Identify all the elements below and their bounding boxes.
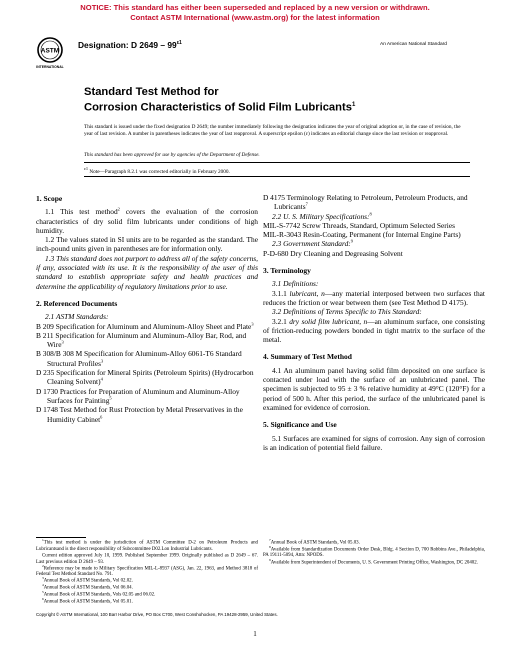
military-spec-list bbox=[263, 221, 485, 240]
footnote: $^2$Reference may be made to Military Specification MIL-L-8937 (ASG), Jan. 22, 1963, and Method 3818 of Federal Test Method Standard No. 791. bbox=[36, 563, 258, 578]
designation-sup: ε1 bbox=[176, 40, 182, 47]
footnote: $^8$Available from Standardization Documents Order Desk, Bldg. 4 Section D, 700 Robbins Ave., Philadelphia, PA 19111-5094, Attn: NPODS. bbox=[263, 544, 485, 559]
reference-item: B 308/B 308 M Specification for Aluminum-Alloy 6061-T6 Standard Structural Profiles$^3$ bbox=[36, 349, 242, 368]
editorial-note bbox=[84, 165, 470, 176]
reference-item: B 211 Specification for Aluminum and Aluminum-Alloy Bar, Rod, and Wire$^3$ bbox=[36, 330, 247, 350]
reference-item: B 209 Specification for Aluminum and Aluminum-Alloy Sheet and Plate$^3$ bbox=[36, 321, 254, 331]
logo-subtext: INTERNATIONAL bbox=[36, 65, 64, 69]
footnote: $^5$Annual Book of ASTM Standards, Vols 02.05 and 06.02. bbox=[42, 589, 156, 598]
section-scope-heading: 1. Scope bbox=[36, 194, 63, 203]
footnote: $^7$Annual Book of ASTM Standards, Vol 05.03. bbox=[269, 538, 360, 546]
designation-text: Designation: D 2649 – 99 bbox=[78, 40, 177, 50]
footnote: $^6$Annual Book of ASTM Standards, Vol 05.01. bbox=[42, 596, 133, 605]
reference-item: D 4175 Terminology Relating to Petroleum, Petroleum Products, and Lubricants$^7$ bbox=[263, 193, 468, 212]
reference-item: D 1748 Test Method for Rust Protection by Metal Preservatives in the Humidity Cabinet$^6$ bbox=[36, 405, 243, 424]
military-spec-item: MIL-R-3043 Resin-Coating, Permanent (for Internal Engine Parts) bbox=[263, 230, 461, 240]
paragraph-4-1: 4.1 An aluminum panel having solid film deposited on one surface is contacted under load with the surface of an unlubricated panel. The specimen is subjected to 95 ± 3 % relative humidity at 49°C (120°F) for a period of 500 h. After this period, the surface of the unlubricated panel is examined for evidence of corrosion. bbox=[263, 365, 485, 412]
astm-reference-list-continued bbox=[263, 193, 485, 212]
american-national-standard-label: An American National Standard bbox=[380, 42, 447, 47]
footnote: $^1$This test method is under the jurisdiction of ASTM Committee D-2 on Petroleum Products and Lubricantsand is the direct responsibility of Subcommittee D02.Lon Industrial Lubricants. bbox=[36, 538, 258, 552]
paragraph-1-1: 1.1 This test method$^2$ covers the evaluation of the corrosion characteristics of dry solid film lubricants under conditions of high humidity. bbox=[36, 206, 258, 235]
footnote: $^9$Available from Superintendent of Documents, U. S. Government Printing Office, Washington, DC 20402. bbox=[269, 557, 478, 566]
military-spec-item: MIL-S-7742 Screw Threads, Standard, Optimum Selected Series bbox=[263, 220, 455, 230]
title-line-2: Corrosion Characteristics of Solid Film Lubricants bbox=[84, 101, 352, 114]
copyright-line: Copyright © ASTM International, 100 Barr Harbor Drive, PO Box C700, West Conshohocken, PA 19428-2959, United States. bbox=[36, 612, 278, 617]
issuance-paragraph: This standard is issued under the fixed designation D 2649; the number immediately following the designation indicates the year of original adoption or, in the case of revision, the year of last revision. A number in parentheses indicates the year of last reapproval. A superscript epsilon (ε) indicates an editorial change since the last revision or reapproval. bbox=[84, 124, 461, 138]
astm-reference-list bbox=[36, 322, 258, 424]
paragraph-2-2: 2.2 U. S. Military Specifications:$^8$ bbox=[272, 211, 372, 221]
footnote: $^3$Annual Book of ASTM Standards, Vol 02.02. bbox=[42, 576, 133, 585]
title-sup: 1 bbox=[351, 102, 356, 108]
notice-line-2: Contact ASTM International (www.astm.org) for the latest information bbox=[130, 13, 380, 22]
footnotes-right bbox=[263, 540, 485, 566]
section-terminology-heading: 3. Terminology bbox=[263, 266, 311, 276]
paragraph-1-3: 1.3 This standard does not purport to address all of the safety concerns, if any, associated with its use. It is the responsibility of the user of this standard to establish appropriate safety and health practices and determine the applicability of regulatory limitations prior to use. bbox=[36, 253, 258, 291]
paragraph-3-1: 3.1 Definitions: bbox=[272, 279, 319, 289]
paragraph-3-2-1: 3.2.1 dry solid film lubricant, n—an aluminum surface, one consisting of friction-reducing powders bonded in tight matrix to the surface of the metal. bbox=[263, 316, 485, 345]
section-significance-heading: 5. Significance and Use bbox=[263, 420, 337, 430]
paragraph-3-2: 3.2 Definitions of Terms Specific to This Standard: bbox=[272, 307, 422, 317]
intro-divider bbox=[84, 162, 470, 163]
government-standard-item: P-D-680 Dry Cleaning and Degreasing Solvent bbox=[263, 248, 403, 258]
editorial-note-text: Note—Paragraph 8.2.1 was corrected editorially in February 2000. bbox=[89, 168, 230, 175]
reference-item: D 235 Specification for Mineral Spirits (Petroleum Spirits) (Hydrocarbon Cleaning Solvent)$^4$ bbox=[36, 368, 254, 387]
designation bbox=[78, 40, 182, 50]
footnotes-left bbox=[36, 540, 258, 605]
paragraph-3-1-1: 3.1.1 lubricant, n—any material interposed between two surfaces that reduces the friction or wear between them (see Test Method D 4175). bbox=[263, 288, 485, 307]
page-title bbox=[84, 86, 355, 115]
page-number: 1 bbox=[253, 630, 257, 638]
astm-logo bbox=[36, 37, 64, 71]
defense-approval: This standard has been approved for use by agencies of the Department of Defense. bbox=[84, 152, 260, 158]
title-line-1: Standard Test Method for bbox=[84, 86, 219, 98]
right-column bbox=[263, 193, 485, 452]
footnote: $^4$Annual Book of ASTM Standards, Vol 06.04. bbox=[42, 583, 133, 591]
footnote: Current edition approved July 10, 1999. Published September 1999. Originally published as D 2649 – 67. Last previous edition D 2649 – 93. bbox=[36, 553, 258, 565]
paragraph-2-3: 2.3 Government Standard:$^9$ bbox=[272, 239, 353, 249]
editorial-note-sup: ε1 bbox=[84, 166, 89, 171]
withdrawal-notice bbox=[0, 3, 510, 23]
logo-text: ASTM bbox=[40, 47, 60, 55]
section-summary-heading: 4. Summary of Test Method bbox=[263, 352, 352, 362]
paragraph-2-1: 2.1 ASTM Standards: bbox=[45, 312, 109, 322]
paragraph-5-1: 5.1 Surfaces are examined for signs of corrosion. Any sign of corrosion is an indication of potential field failure. bbox=[263, 433, 485, 452]
section-referenced-documents-heading: 2. Referenced Documents bbox=[36, 298, 118, 308]
intro-divider-bottom bbox=[84, 176, 470, 177]
notice-line-1: NOTICE: This standard has either been superseded and replaced by a new version or withdrawn. bbox=[80, 3, 430, 12]
left-column bbox=[36, 194, 258, 424]
paragraph-1-2: 1.2 The values stated in SI units are to be regarded as the standard. The inch-pound units given in parentheses are for information only. bbox=[36, 235, 258, 254]
reference-item: D 1730 Practices for Preparation of Aluminum and Aluminum-Alloy Surfaces for Painting$^5$ bbox=[36, 386, 240, 405]
